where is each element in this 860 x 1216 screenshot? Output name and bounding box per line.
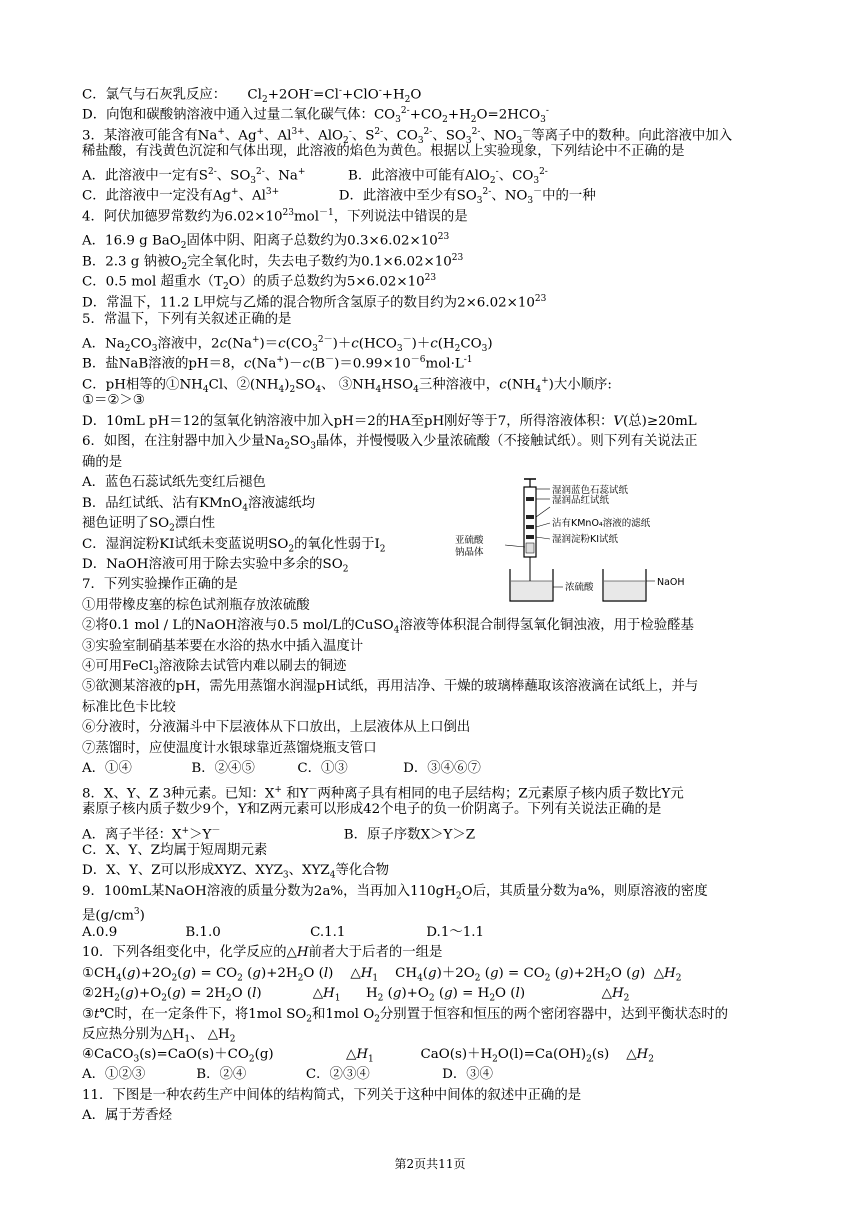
page-footer: 第2页共11页 [394, 1157, 466, 1171]
label-naoh: NaOH [657, 577, 685, 588]
text-line: ③t℃时，在一定条件下，将1mol $SO_2$和1mol $O_2$分别置于恒容和恒压的两个密闭容器中，达到平衡状态时的 [82, 1007, 729, 1025]
text-line: D．向饱和碳酸钠溶液中通入过量二氧化碳气体：$CO_3^{2-}+CO_2+H_2O=2HCO_3^-$ [82, 106, 549, 126]
text-line: A．属于芳香烃 [82, 1108, 173, 1123]
text-line: 3．某溶液可能含有Na+、Ag+、$Al^{3+}$、AlO$_2$-、$S^{2-}$、$CO_3^{2-}$、$SO_3^{2-}$、$NO_3^-$等离子中的数种。向此溶液中加入 [82, 127, 733, 147]
text-line: D．NaOH溶液可用于除去实验中多余的$SO_2$ [82, 557, 349, 575]
text-line: 9．100mL某NaOH溶液的质量分数为2a%，当再加入$110gH_2O$后，其质量分数为a%，则原溶液的密度 [82, 884, 708, 902]
text-line: C．0.5 mol 超重水$(T_2O)$的质子总数约为$5\times 6.02\times 10^{23}$ [82, 273, 437, 293]
text-line: C．氯气与石灰乳反应： $Cl_2+2OH^-=Cl^-+ClO^-+H_2O$ [82, 86, 422, 106]
text-line: 褪色证明了$SO_2$漂白性 [82, 516, 216, 534]
text-line: 7．下列实验操作正确的是 [82, 577, 238, 592]
text-line: ⑦蒸馏时，应使温度计水银球靠近蒸馏烧瓶支管口 [82, 741, 377, 756]
label-ki: 湿润淀粉KI试纸 [552, 534, 619, 545]
label-na2so3-line2: 钠晶体 [455, 547, 484, 558]
label-na2so3-line1: 亚硫酸 [455, 535, 484, 546]
text-line: $①CH_4(g)+2O_2(g) = CO_2$ $(g)+2H_2O$ (l) $\triangle H_1$ $CH_4(g)+2O_2$ $(g) = CO_2$ $(g)+2H_2O$ (g) $\triangle H_2$ [82, 966, 682, 984]
text-line: ①＝②＞③ [82, 393, 145, 408]
text-line: 是$(g/cm^3)$ [82, 907, 145, 924]
text-line: ③实验室制硝基苯要在水浴的热水中插入温度计 [82, 639, 364, 654]
label-h2so4: 浓硫酸 [565, 582, 594, 593]
text-line: 8．X、Y、Z 3种元素。已知：X+ 和Y－两种离子具有相同的电子层结构；Z元素原子核内质子数比Y元 [82, 785, 684, 802]
text-line: A．离子半径：X+＞Y－ B．原子序数X＞Y＞Z [82, 826, 476, 843]
text-line: 6．如图，在注射器中加入少量$Na_2SO_3$晶体，并慢慢吸入少量浓硫酸（不接触试纸）。则下列有关说法正 [82, 434, 698, 452]
text-line: 5．常温下，下列有关叙述正确的是 [82, 312, 292, 327]
text-line: A．①②③ B．②④ C．②③④ D．③④ [82, 1067, 493, 1082]
experiment-figure [455, 477, 715, 605]
text-line: B．品红试纸、沾有KMnO$_4$溶液滤纸均 [82, 496, 315, 514]
text-line: A．此溶液中一定有$S^{2-}$、$SO_3^{2-}$、Na+ B．此溶液中可能有AlO$_2$-、$CO_3^{2-}$ [82, 167, 548, 187]
text-line: D．常温下，11.2 L甲烷与乙烯的混合物所含氢原子的数目约为$2\times 6.02\times 10^{23}$ [82, 294, 547, 311]
text-line: $②2H_2(g)+O_2(g) = 2H_2O$ (l) $\triangle H_1$ $H_2$ $(g)+O_2$ $(g) = H_2O$ (l) $\triangle H_2$ [82, 986, 630, 1004]
text-line: 4．阿伏加德罗常数约为$6.02\times 10^{23}mol^{-1}$，下列说法中错误的是 [82, 208, 468, 225]
text-line: 确的是 [82, 455, 123, 470]
text-line: ⑥分液时，分液漏斗中下层液体从下口放出，上层液体从上口倒出 [82, 720, 471, 735]
text-line: ④可用FeCl$_3$溶液除去试管内难以刷去的铜迹 [82, 659, 347, 677]
text-line: A．①④ B．②④⑤ C．①③ D．③④⑥⑦ [82, 761, 481, 776]
text-line: ⑤欲测某溶液的pH，需先用蒸馏水润湿pH试纸，再用洁净、干燥的玻璃棒蘸取该溶液滴在试纸上，并与 [82, 679, 699, 694]
text-line: A．$Na_2CO_3$溶液中，$2c(Na^+)=c(CO_3^{2-})+c(HCO_3^-)+c(H_2CO_3)$ [82, 335, 493, 355]
text-line: 稀盐酸，有浅黄色沉淀和气体出现，此溶液的焰色为黄色。根据以上实验现象，下列结论中不正确的是 [82, 144, 685, 159]
text-line: ②将0.1 mol / L的NaOH溶液与0.5 mol/L的CuSO$_4$溶液等体积混合制得氢氧化铜浊液，用于检验醛基 [82, 618, 694, 636]
text-line: 反应热分别为$\triangle H_1$、 $\triangle H_2$ [82, 1027, 236, 1045]
text-line: C．湿润淀粉KI试纸未变蓝说明$SO_2$的氧化性弱于$I_2$ [82, 537, 386, 555]
text-line: A．蓝色石蕊试纸先变红后褪色 [82, 475, 266, 490]
text-line: $④CaCO_3(s)=CaO(s)+CO_2(g)$ $\triangle H_1$ $CaO(s)+H_2O(l)=Ca(OH)_2(s)$ $\triangle H_2$ [82, 1047, 654, 1065]
text-line: ①用带橡皮塞的棕色试剂瓶存放浓硫酸 [82, 598, 310, 613]
text-line: A．16.9 g BaO$_2$固体中阴、阳离子总数约为$0.3\times 6.02\times 10^{23}$ [82, 232, 450, 252]
text-line: 标准比色卡比较 [82, 700, 176, 715]
text-line: 11．下图是一种农药生产中间体的结构简式，下列关于这种中间体的叙述中正确的是 [82, 1088, 582, 1103]
label-pinkred: 湿润品红试纸 [552, 495, 610, 506]
label-litmus: 湿润蓝色石蕊试纸 [552, 485, 629, 496]
text-line: D．X、Y、Z可以形成XYZ、$XYZ_3$、$XYZ_4$等化合物 [82, 863, 390, 881]
text-line: C．此溶液中一定没有Ag+、$Al^{3+}$ D．此溶液中至少有$SO_3^{2-}$、$NO_3^-$中的一种 [82, 187, 596, 207]
text-line: B．盐NaB溶液的pH＝8，$c(Na^+)-c(B^-)=0.99\times 10^{-6}mol\cdot L^{-1}$ [82, 355, 473, 372]
text-line: C．X、Y、Z均属于短周期元素 [82, 843, 268, 858]
text-line: C．pH相等的$①NH_4Cl$、$②(NH_4)_2SO_4$、 $③NH_4HSO_4$三种溶液中，$c(NH_4^+)$大小顺序: [82, 376, 612, 396]
text-line: A.0.9 B.1.0 C.1.1 D.1～1.1 [82, 925, 485, 940]
label-kmno4: 沾有KMnO₄溶液的滤纸 [552, 518, 651, 529]
text-line: D．10mL pH＝12的氢氧化钠溶液中加入pH＝2的HA至pH刚好等于7，所得溶液体积：V(总)≥20mL [82, 414, 697, 429]
text-line: 素原子核内质子数少9个，Y和Z两元素可以形成42个电子的负一价阴离子。下列有关说法正确的是 [82, 802, 662, 817]
text-line: 10．下列各组变化中，化学反应的△H前者大于后者的一组是 [82, 945, 443, 960]
text-line: B．2.3 g 钠被$O_2$完全氧化时，失去电子数约为$0.1\times 6.02\times 10^{23}$ [82, 253, 464, 273]
